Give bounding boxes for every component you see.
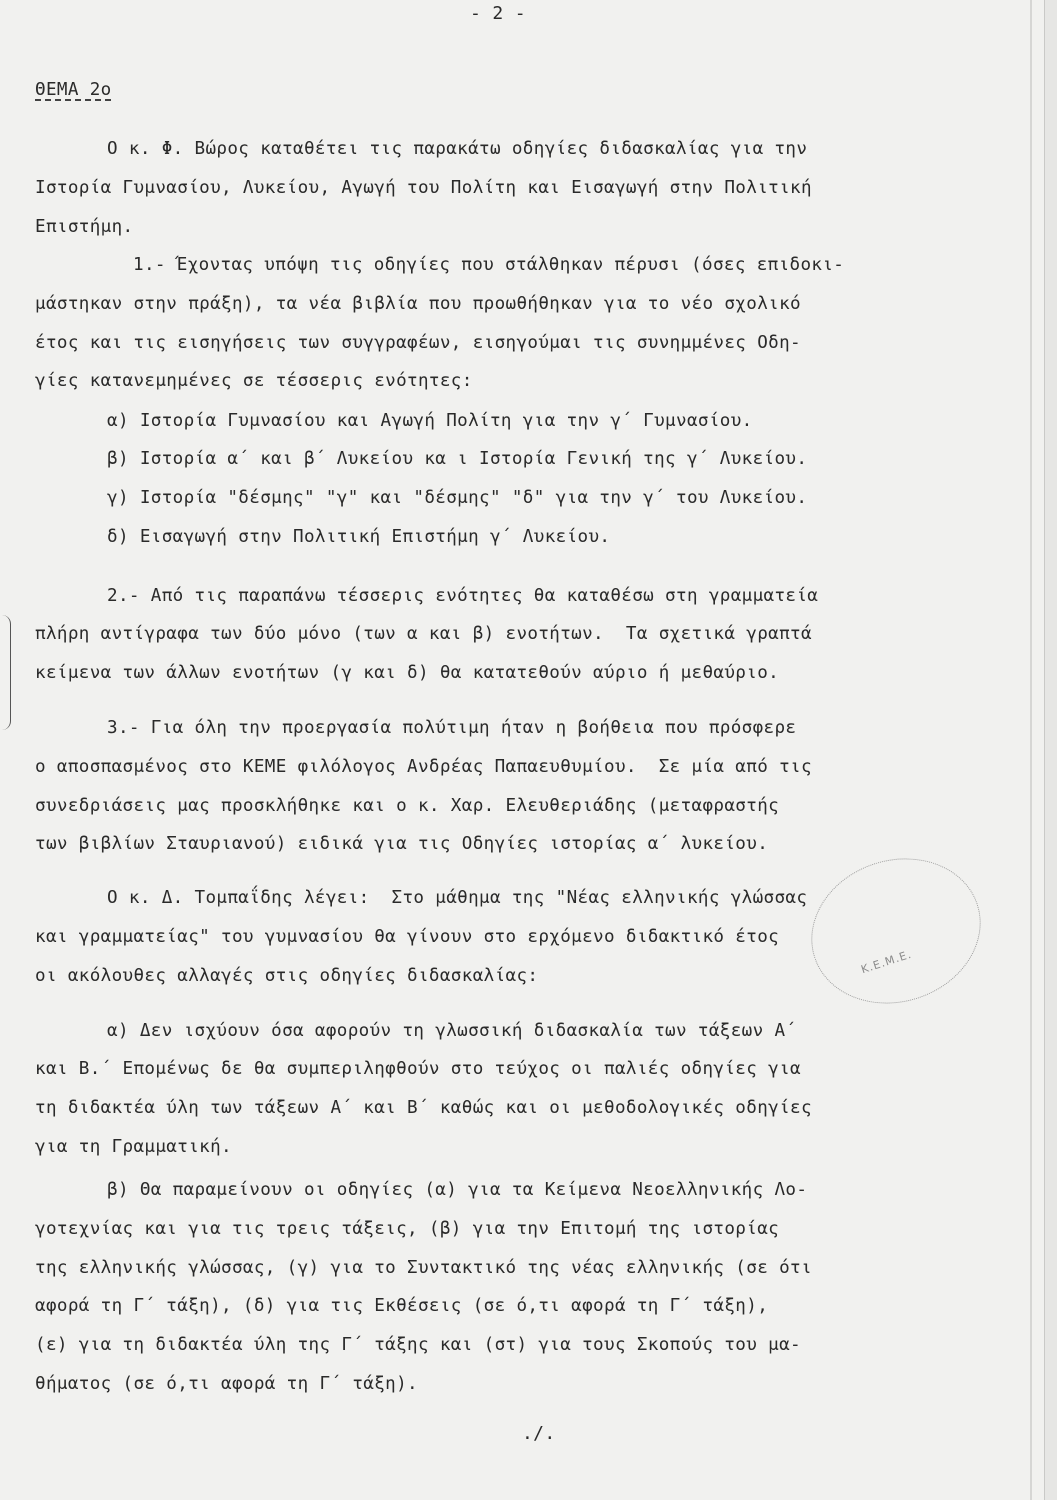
list-item: δ) Εισαγωγή στην Πολιτική Επιστήμη γ΄ Λυκείου. <box>107 527 611 547</box>
text-line: (ε) για τη διδακτέα ύλη της Γ΄ τάξης και (στ) για τους Σκοπούς του μα- <box>35 1335 801 1355</box>
closing-mark: ./. <box>522 1423 556 1444</box>
margin-bracket-mark <box>2 615 11 730</box>
text-line: κείμενα των άλλων ενοτήτων (γ και δ) θα κατατεθούν αύριο ή μεθαύριο. <box>35 663 780 683</box>
text-line: μάστηκαν στην πράξη), τα νέα βιβλία που προωθήθηκαν για το νέο σχολικό <box>35 294 801 314</box>
text-line: Ιστορία Γυμνασίου, Λυκείου, Αγωγή του Πολίτη και Εισαγωγή στην Πολιτική <box>35 178 812 198</box>
text-line: για τη Γραμματική. <box>35 1137 232 1157</box>
text-line: Επιστήμη. <box>35 217 134 237</box>
page-number: - 2 - <box>470 3 526 24</box>
text-line: έτος και τις εισηγήσεις των συγγραφέων, εισηγούμαι τις συνημμένες Οδη- <box>35 333 801 353</box>
text-line: γοτεχνίας και για τις τρεις τάξεις, (β) για την Επιτομή της ιστορίας <box>35 1219 780 1239</box>
text-line: 1.- Έχοντας υπόψη τις οδηγίες που στάλθηκαν πέρυσι (όσες επιδοκι- <box>133 255 845 275</box>
text-line: της ελληνικής γλώσσας, (γ) για το Συντακτικό της νέας ελληνικής (σε ότι <box>35 1258 812 1278</box>
text-line: οι ακόλουθες αλλαγές στις οδηγίες διδασκαλίας: <box>35 966 539 986</box>
text-line: ο αποσπασμένος στο ΚΕΜΕ φιλόλογος Ανδρέας Παπαευθυμίου. Σε μία από τις <box>35 757 812 777</box>
section-heading: ΘΕΜΑ 2ο <box>35 80 112 100</box>
page-edge <box>1030 0 1032 1500</box>
text-line: και γραμματείας" του γυμνασίου θα γίνουν στο ερχόμενο διδακτικό έτος <box>35 927 780 947</box>
text-line: πλήρη αντίγραφα των δύο μόνο (των α και β) ενοτήτων. Τα σχετικά γραπτά <box>35 624 812 644</box>
list-item: β) Ιστορία α΄ και β΄ Λυκείου κα ι Ιστορία Γενική της γ΄ Λυκείου. <box>107 449 808 469</box>
text-line: γίες κατανεμημένες σε τέσσερις ενότητες: <box>35 371 473 391</box>
text-line: Ο κ. Φ. Βώρος καταθέτει τις παρακάτω οδηγίες διδασκαλίας για την <box>107 139 808 159</box>
page-edge-shadow <box>1044 0 1057 1500</box>
text-line: θήματος (σε ό,τι αφορά τη Γ΄ τάξη). <box>35 1374 418 1394</box>
list-item: α) Δεν ισχύουν όσα αφορούν τη γλωσσική διδασκαλία των τάξεων Α΄ <box>107 1021 797 1041</box>
text-line: 2.- Από τις παραπάνω τέσσερις ενότητες θα καταθέσω στη γραμματεία <box>107 586 819 606</box>
text-line: τη διδακτέα ύλη των τάξεων Α΄ και Β΄ καθώς και οι μεθοδολογικές οδηγίες <box>35 1098 812 1118</box>
text-line: συνεδριάσεις μας προσκλήθηκε και ο κ. Χαρ. Ελευθεριάδης (μεταφραστής <box>35 796 780 816</box>
text-line: Ο κ. Δ. Τομπαΐδης λέγει: Στο μάθημα της "Νέας ελληνικής γλώσσας <box>107 888 808 908</box>
text-line: των βιβλίων Σταυριανού) ειδικά για τις Οδηγίες ιστορίας α΄ λυκείου. <box>35 834 769 854</box>
list-item: α) Ιστορία Γυμνασίου και Αγωγή Πολίτη για την γ΄ Γυμνασίου. <box>107 411 753 431</box>
text-line: και Β.΄ Επομένως δε θα συμπεριληφθούν στο τεύχος οι παλιές οδηγίες για <box>35 1059 801 1079</box>
list-item: γ) Ιστορία "δέσμης" "γ" και "δέσμης" "δ" για την γ΄ του Λυκείου. <box>107 488 808 508</box>
text-line: 3.- Για όλη την προεργασία πολύτιμη ήταν η βοήθεια που πρόσφερε <box>107 718 797 738</box>
text-line: αφορά τη Γ΄ τάξη), (δ) για τις Εκθέσεις (σε ό,τι αφορά τη Γ΄ τάξη), <box>35 1296 769 1316</box>
list-item: β) Θα παραμείνουν οι οδηγίες (α) για τα Κείμενα Νεοελληνικής Λο- <box>107 1180 808 1200</box>
faded-stamp: Κ.Ε.Μ.Ε. <box>792 837 999 1025</box>
